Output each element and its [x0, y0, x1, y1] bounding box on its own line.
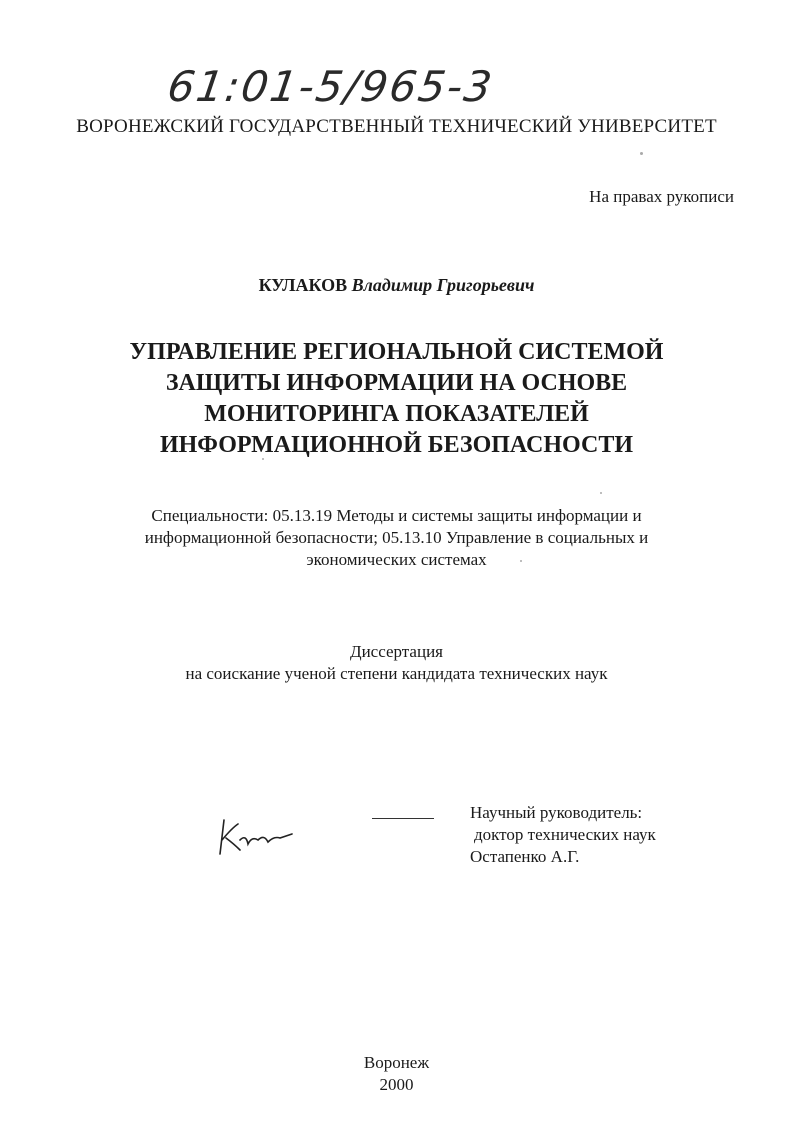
university-name: ВОРОНЕЖСКИЙ ГОСУДАРСТВЕННЫЙ ТЕХНИЧЕСКИЙ УНИВЕРСИТЕТ — [76, 116, 717, 137]
specialty-block — [80, 505, 713, 571]
signature-line — [372, 818, 434, 819]
author-surname: КУЛАКОВ — [258, 275, 348, 295]
author-given-names: Владимир Григорьевич — [351, 275, 535, 295]
title-line: МОНИТОРИНГА ПОКАЗАТЕЛЕЙ — [204, 401, 589, 427]
scan-speck — [600, 492, 602, 494]
title-line: ИНФОРМАЦИОННОЙ БЕЗОПАСНОСТИ — [159, 432, 634, 458]
archive-code-handwritten: 61:01-5/965-3 — [164, 62, 497, 111]
city: Воронеж — [363, 1053, 430, 1072]
specialty-line: информационной безопасности; 05.13.10 Управление в социальных и — [144, 528, 649, 547]
place-and-year — [0, 1052, 793, 1096]
title-line: ЗАЩИТЫ ИНФОРМАЦИИ НА ОСНОВЕ — [165, 370, 628, 396]
dissertation-block — [0, 641, 793, 685]
scan-speck — [520, 560, 522, 562]
specialty-line: экономических системах — [306, 550, 487, 569]
dissertation-degree: на соискание ученой степени кандидата технических наук — [185, 664, 608, 683]
title-line: УПРАВЛЕНИЕ РЕГИОНАЛЬНОЙ СИСТЕМОЙ — [129, 339, 664, 365]
supervisor-name: Остапенко А.Г. — [470, 847, 580, 866]
supervisor-role: Научный руководитель: — [470, 803, 643, 822]
year: 2000 — [379, 1075, 414, 1094]
author-name — [0, 275, 793, 296]
specialty-line: Специальности: 05.13.19 Методы и системы защиты информации и — [151, 506, 642, 525]
signature-scribble — [218, 810, 298, 860]
supervisor-degree: доктор технических наук — [474, 825, 656, 844]
dissertation-type: Диссертация — [349, 642, 443, 661]
dissertation-title — [60, 337, 733, 461]
manuscript-rights-note: На правах рукописи — [589, 187, 734, 206]
scan-speck — [640, 152, 643, 155]
scan-speck — [262, 458, 264, 460]
supervisor-block — [470, 802, 656, 868]
